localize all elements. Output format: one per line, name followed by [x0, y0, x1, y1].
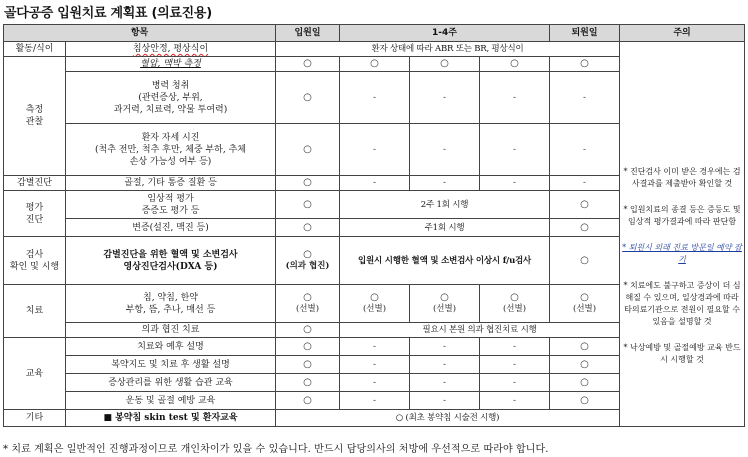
cell-treatment-discharge	[550, 285, 620, 323]
dash-history-w1: -	[340, 72, 410, 124]
item-consult: 의과 협진 치료	[66, 323, 276, 338]
item-posture: 환자 자세 시진 (척추 전만, 척추 후만, 체중 부하, 추체 손상 가능성 여부 등)	[66, 124, 276, 176]
cell-treatment-admission	[276, 285, 340, 323]
dash-posture-discharge: -	[550, 124, 620, 176]
note-4: * 치료에도 불구하고 증상이 더 심해질 수 있으며, 일상경과에 따라 타의료기관으로 전원이 필요할 수 있음을 설명할 것	[623, 281, 741, 326]
mark-eval-clinical-admission: ○	[276, 191, 340, 219]
mark-edu-2-discharge: ○	[550, 356, 620, 374]
mark-eval-pattern-admission: ○	[276, 219, 340, 237]
dash-edu-2-w3: -	[480, 356, 550, 374]
cell-treatment-w2	[410, 285, 480, 323]
item-differential: 골절, 기타 통증 질환 등	[66, 176, 276, 191]
mark-edu-3-admission: ○	[276, 374, 340, 392]
mark-treatment-discharge: ○	[580, 292, 589, 303]
dash-edu-3-w2: -	[410, 374, 480, 392]
item-edu-3: 증상관리를 위한 생활 습관 교육	[66, 374, 276, 392]
dash-posture-w2: -	[410, 124, 480, 176]
item-edu-1: 치료와 예후 설명	[66, 338, 276, 356]
mark-vitals-w3: ○	[480, 57, 550, 72]
header-row	[4, 25, 745, 42]
dash-history-w3: -	[480, 72, 550, 124]
mark-edu-1-discharge: ○	[550, 338, 620, 356]
notes-cell	[620, 42, 745, 427]
mark-vitals-w2: ○	[410, 57, 480, 72]
mark-posture-admission: ○	[276, 124, 340, 176]
mark-history-admission: ○	[276, 72, 340, 124]
item-other: ■ 봉약침 skin test 및 환자교육	[66, 410, 276, 427]
cell-treatment-w3	[480, 285, 550, 323]
dash-edu-2-w1: -	[340, 356, 410, 374]
span-other: ○ (최초 봉약침 시술전 시행)	[276, 410, 620, 427]
note-2: * 입원치료의 종결 등은 증등도 및 임상적 평가결과에 따라 판단함	[623, 205, 741, 226]
sub-treatment-w2: (선별)	[432, 304, 457, 314]
sub-tests-admission: (의과 협진)	[285, 261, 330, 271]
item-treatment: 침, 약침, 한약 부항, 뜸, 추나, 매선 등	[66, 285, 276, 323]
sub-treatment-discharge: (선별)	[573, 304, 597, 314]
mark-edu-1-admission: ○	[276, 338, 340, 356]
item-activity	[66, 42, 276, 57]
row-activity	[4, 42, 745, 57]
cell-treatment-w1	[340, 285, 410, 323]
item-edu-2: 복약지도 및 치료 후 생활 설명	[66, 356, 276, 374]
dash-differential-w3: -	[480, 176, 550, 191]
mark-eval-pattern-discharge: ○	[550, 219, 620, 237]
mark-edu-4-discharge: ○	[550, 392, 620, 410]
dash-edu-4-w2: -	[410, 392, 480, 410]
dash-edu-4-w3: -	[480, 392, 550, 410]
sub-treatment-w1: (선별)	[362, 304, 387, 314]
dash-history-discharge: -	[550, 72, 620, 124]
dash-differential-w2: -	[410, 176, 480, 191]
span-tests: 입원시 시행한 혈액 및 소변검사 이상시 f/u검사	[340, 237, 550, 285]
category-education: 교육	[4, 338, 66, 410]
span-eval-pattern: 주1회 시행	[340, 219, 550, 237]
item-tests: 감별진단을 위한 혈액 및 소변검사 영상진단검사(DXA 등)	[66, 237, 276, 285]
dash-posture-w1: -	[340, 124, 410, 176]
note-3: * 퇴원시 외래 진료 방문일 예약 잡기	[622, 243, 742, 264]
mark-tests-admission: ○	[303, 249, 312, 260]
span-eval-clinical: 2주 1회 시행	[340, 191, 550, 219]
item-activity-text: 침상안정, 평상식이	[132, 44, 209, 54]
header-admission: 입원일	[276, 25, 340, 42]
span-consult: 필요시 본원 의과 협진치료 시행	[340, 323, 620, 338]
mark-treatment-admission: ○	[303, 292, 312, 303]
note-5: * 낙상예방 및 골절예방 교육 반드시 시행할 것	[623, 343, 741, 364]
mark-treatment-w2: ○	[440, 292, 449, 303]
mark-treatment-w3: ○	[510, 292, 519, 303]
dash-edu-3-w1: -	[340, 374, 410, 392]
cell-tests-admission	[276, 237, 340, 285]
category-eval: 평가 진단	[4, 191, 66, 237]
dash-edu-2-w2: -	[410, 356, 480, 374]
item-eval-clinical: 임상적 평가 증증도 평가 등	[66, 191, 276, 219]
dash-edu-3-w3: -	[480, 374, 550, 392]
footnote: * 치료 계획은 일반적인 진행과정이므로 개인차이가 있을 수 있습니다. 반드시 담당의사의 처방에 우선적으로 따라야 합니다.	[3, 444, 549, 455]
dash-edu-1-w1: -	[340, 338, 410, 356]
mark-consult-admission: ○	[276, 323, 340, 338]
item-edu-4: 운동 및 골절 예방 교육	[66, 392, 276, 410]
item-eval-pattern: 변증(설진, 맥진 등)	[66, 219, 276, 237]
category-tests: 검사 확인 및 시행	[4, 237, 66, 285]
category-measure: 측정 관찰	[4, 57, 66, 176]
mark-edu-4-admission: ○	[276, 392, 340, 410]
sub-treatment-admission: (선별)	[295, 304, 320, 314]
category-differential: 감별진단	[4, 176, 66, 191]
note-1: * 진단검사 이미 받은 경우에는 검사결과를 제출받아 확인할 것	[623, 167, 741, 188]
item-vitals: 혈압, 맥박 측정	[66, 57, 276, 72]
category-treatment: 치료	[4, 285, 66, 338]
header-discharge: 퇴원일	[550, 25, 620, 42]
mark-tests-discharge: ○	[550, 237, 620, 285]
mark-edu-3-discharge: ○	[550, 374, 620, 392]
dash-edu-1-w3: -	[480, 338, 550, 356]
category-activity: 활동/식이	[4, 42, 66, 57]
mark-differential-admission: ○	[276, 176, 340, 191]
mark-vitals-w1: ○	[340, 57, 410, 72]
sub-treatment-w3: (선별)	[502, 304, 527, 314]
category-other: 기타	[4, 410, 66, 427]
header-item: 항목	[4, 25, 276, 42]
mark-vitals-discharge: ○	[550, 57, 620, 72]
span-activity: 환자 상태에 따라 ABR 또는 BR, 평상식이	[276, 42, 620, 57]
mark-vitals-admission: ○	[276, 57, 340, 72]
dash-posture-w3: -	[480, 124, 550, 176]
mark-edu-2-admission: ○	[276, 356, 340, 374]
header-notes: 주의	[620, 25, 745, 42]
dash-edu-4-w1: -	[340, 392, 410, 410]
item-history: 병력 청취 (관련증상, 부위, 과거력, 치료력, 약물 투여력)	[66, 72, 276, 124]
dash-differential-w1: -	[340, 176, 410, 191]
dash-history-w2: -	[410, 72, 480, 124]
header-stay: 1-4주	[340, 25, 550, 42]
mark-treatment-w1: ○	[370, 292, 379, 303]
mark-eval-clinical-discharge: ○	[550, 191, 620, 219]
care-plan-table	[3, 24, 745, 427]
dash-differential-discharge: -	[550, 176, 620, 191]
dash-edu-1-w2: -	[410, 338, 480, 356]
page-title: 골다공증 입원치료 계획표 (의료진용)	[4, 6, 212, 21]
